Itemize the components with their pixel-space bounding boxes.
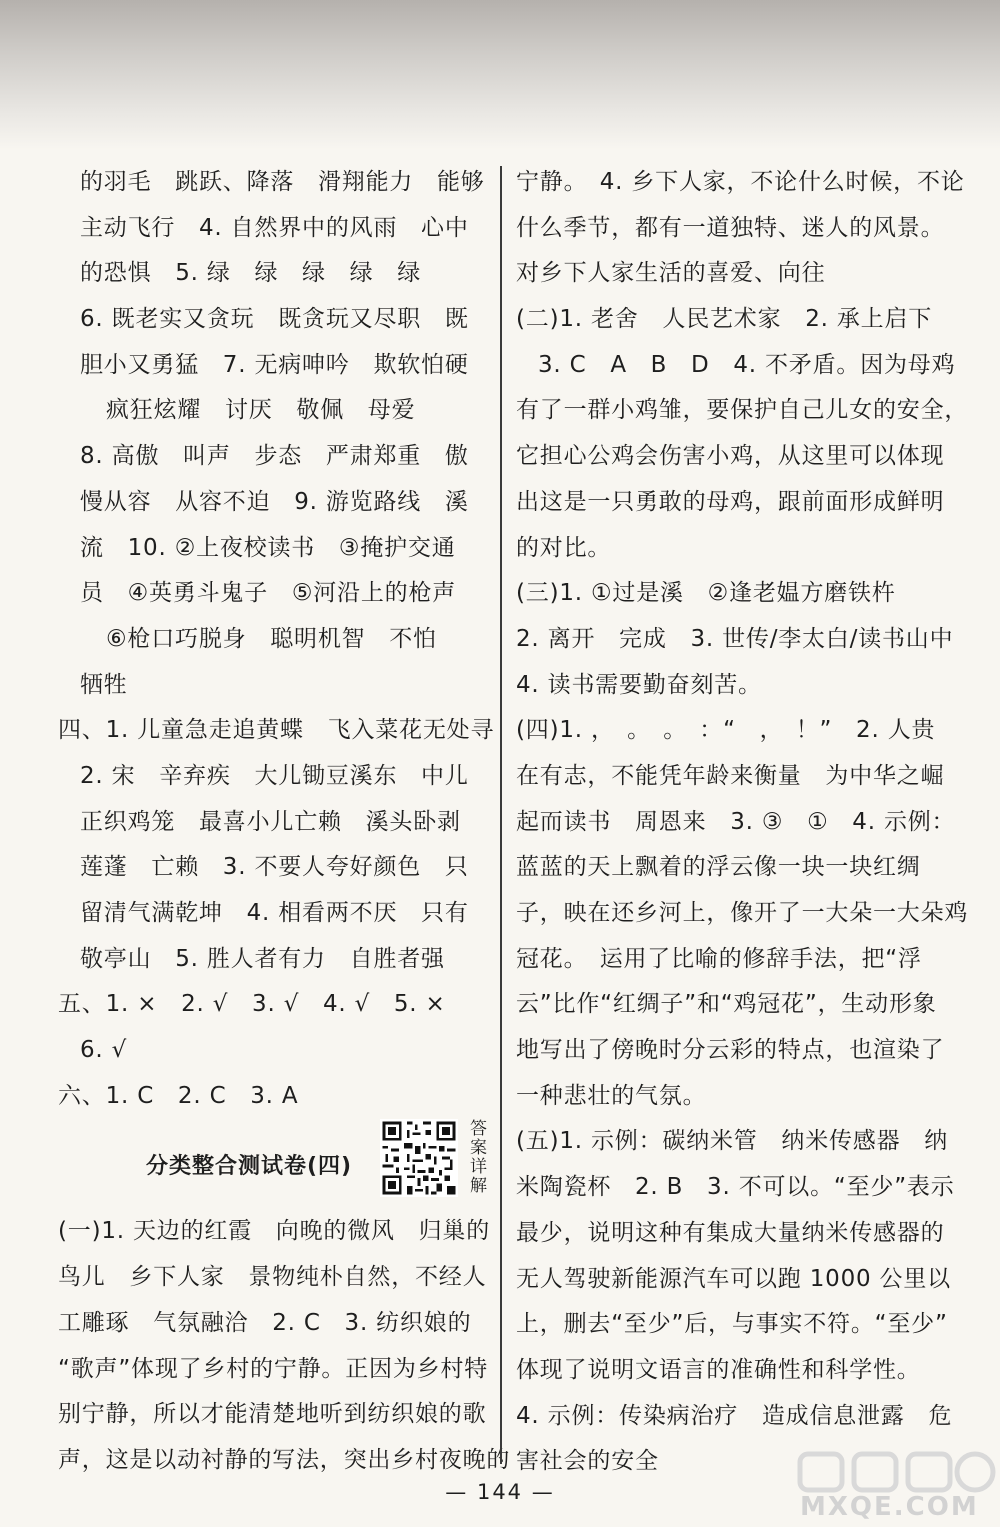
- answer-line: 上，删去“至少”后，与事实不符。“至少”: [516, 1311, 948, 1338]
- answer-line: 的对比。: [516, 534, 612, 561]
- left-column: [58, 160, 511, 1484]
- answer-line: 对乡下人家生活的喜爱、向往: [516, 260, 826, 287]
- answer-line: 最少，说明这种有集成大量纳米传感器的: [516, 1219, 945, 1246]
- watermark: [770, 1448, 1000, 1523]
- answer-line: 鸟儿 乡下人家 景物纯朴自然，不经人: [58, 1264, 487, 1291]
- answer-line: 留清气满乾坤 4. 相看两不厌 只有: [80, 900, 469, 926]
- answer-line: (四)1. ， 。 。 ：“ ， ！” 2. 人贵: [516, 717, 936, 744]
- answer-line: 2. 宋 辛弃疾 大儿锄豆溪东 中儿: [80, 762, 469, 789]
- answer-line: 子，映在还乡河上，像开了一大朵一大朵鸡: [516, 900, 969, 926]
- answer-line: 主动飞行 4. 自然界中的风雨 心中: [80, 214, 469, 241]
- answer-line: “歌声”体现了乡村的宁静。正因为乡村特: [58, 1355, 489, 1382]
- answer-line: 8. 高傲 叫声 步态 严肃郑重 傲: [80, 443, 469, 470]
- answer-line: 敬亭山 5. 胜人者有力 自胜者强: [80, 945, 445, 972]
- answer-line: 牺牲: [80, 671, 128, 698]
- section-header: [58, 1119, 486, 1209]
- answer-line: 体现了说明文语言的准确性和科学性。: [516, 1356, 921, 1383]
- answer-line: 员 ④英勇斗鬼子 ⑤河沿上的枪声: [80, 580, 457, 607]
- watermark-logo-icon: [770, 1448, 1000, 1498]
- answer-line: 害社会的安全: [516, 1448, 659, 1475]
- answer-line: 正织鸡笼 最喜小儿亡赖 溪头卧剥: [80, 808, 461, 835]
- answer-line: (三)1. ①过是溪 ②逢老媪方磨铁杵: [516, 580, 896, 607]
- answer-line: 它担心公鸡会伤害小鸡，从这里可以体现: [516, 443, 945, 470]
- answer-line: 6. √: [80, 1037, 128, 1064]
- answer-line: 云”比作“红绸子”和“鸡冠花”，生动形象: [516, 991, 937, 1018]
- answer-line: 出这是一只勇敢的母鸡，跟前面形成鲜明: [516, 488, 945, 515]
- answer-line: 五、1. × 2. √ 3. √ 4. √ 5. ×: [58, 991, 446, 1018]
- answer-line: 4. 示例：传染病治疗 造成信息泄露 危: [516, 1402, 953, 1429]
- left-column-lines-after: [58, 1209, 511, 1483]
- answer-line: 在有志，不能凭年龄来衡量 为中华之崛: [516, 762, 945, 789]
- answer-line: 无人驾驶新能源汽车可以跑 1000 公里以: [516, 1265, 951, 1292]
- right-column-lines: [516, 160, 969, 1485]
- answer-line: 的恐惧 5. 绿 绿 绿 绿 绿: [80, 260, 422, 287]
- answer-line: (一)1. 天边的红霞 向晚的微风 归巢的: [58, 1218, 491, 1245]
- answer-line: 4. 读书需要勤奋刻苦。: [516, 671, 762, 698]
- answer-line: (二)1. 老舍 人民艺术家 2. 承上启下: [516, 306, 933, 333]
- left-column-lines: [58, 160, 495, 1119]
- answer-line: 蓝蓝的天上飘着的浮云像一块一块红绸: [516, 854, 921, 881]
- answer-line: ⑥枪口巧脱身 聪明机智 不怕: [106, 625, 437, 652]
- answer-line: 流 10. ②上夜校读书 ③掩护交通: [80, 534, 456, 561]
- column-divider: [500, 166, 502, 1464]
- answer-line: 3. C A B D 4. 不矛盾。因为母鸡: [538, 351, 956, 378]
- answer-line: 莲蓬 亡赖 3. 不要人夸好颜色 只: [80, 854, 469, 881]
- answer-line: (五)1. 示例：碳纳米管 纳米传感器 纳: [516, 1128, 949, 1155]
- qr-side-label: 答案详解: [466, 1119, 486, 1196]
- page-number: — 144 —: [445, 1480, 555, 1504]
- answer-line: 疯狂炫耀 讨厌 敬佩 母爱: [106, 397, 416, 424]
- answer-line: 2. 离开 完成 3. 世传/李太白/读书山中: [516, 625, 954, 652]
- answer-line: 六、1. C 2. C 3. A: [58, 1082, 299, 1109]
- answer-line: 宁静。 4. 乡下人家，不论什么时候，不论: [516, 169, 965, 195]
- answer-line: 地写出了傍晚时分云彩的特点，也渲染了: [516, 1037, 945, 1064]
- answer-line: 胆小又勇猛 7. 无病呻吟 欺软怕硬: [80, 351, 469, 378]
- answer-line: 米陶瓷杯 2. B 3. 不可以。“至少”表示: [516, 1174, 955, 1201]
- answer-line: 起而读书 周恩来 3. ③ ① 4. 示例：: [516, 808, 956, 835]
- answer-line: 声，这是以动衬静的写法，突出乡村夜晚的: [58, 1446, 511, 1473]
- answer-line: 有了一群小鸡雏，要保护自己儿女的安全，: [516, 397, 969, 424]
- watermark-text: MXQE.COM: [800, 1492, 979, 1522]
- right-column: [516, 160, 969, 1485]
- answer-line: 一种悲壮的气氛。: [516, 1082, 707, 1109]
- answer-line: 的羽毛 跳跃、降落 滑翔能力 能够: [80, 169, 485, 195]
- answer-line: 四、1. 儿童急走追黄蝶 飞入菜花无处寻: [58, 717, 495, 744]
- answer-line: 什么季节，都有一道独特、迷人的风景。: [516, 214, 945, 241]
- answer-line: 工雕琢 气氛融洽 2. C 3. 纺织娘的: [58, 1309, 472, 1336]
- qr-code-icon[interactable]: [380, 1119, 458, 1197]
- section-title: 分类整合测试卷(四): [146, 1154, 353, 1180]
- answer-line: 慢从容 从容不迫 9. 游览路线 溪: [80, 488, 469, 515]
- answer-line: 别宁静，所以才能清楚地听到纺织娘的歌: [58, 1401, 487, 1428]
- answer-line: 冠花。 运用了比喻的修辞手法，把“浮: [516, 945, 922, 972]
- answer-line: 6. 既老实又贪玩 既贪玩又尽职 既: [80, 306, 469, 333]
